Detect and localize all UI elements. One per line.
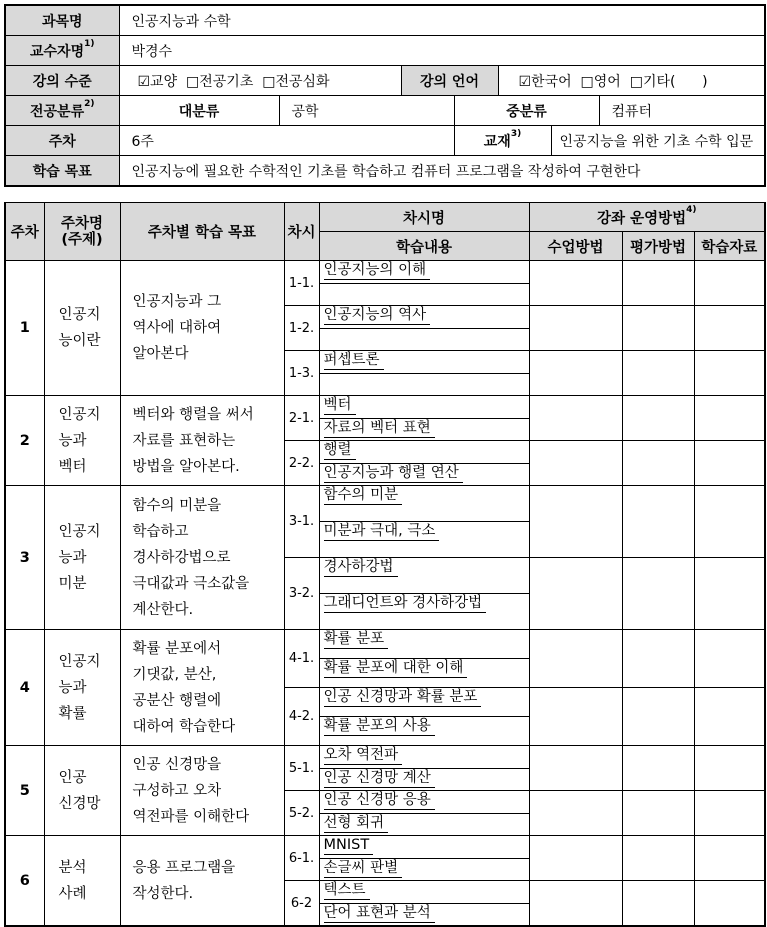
level-option-advanced[interactable]: □전공심화 — [262, 73, 330, 90]
week-number: 5 — [5, 746, 44, 836]
session-topic-text: 함수의 미분 — [324, 486, 403, 505]
evaluation-cell — [622, 881, 694, 927]
session-number: 1-2. — [284, 306, 319, 351]
session-topic — [320, 374, 529, 396]
session-topics — [319, 791, 529, 836]
week-objective — [120, 630, 284, 746]
session-topic — [320, 791, 529, 814]
material-cell — [694, 261, 765, 306]
session-topic-text: 인공지능과 행렬 연산 — [324, 464, 463, 483]
header-week-title: 주차명 (주제) — [44, 203, 120, 261]
week-objective — [120, 486, 284, 630]
header-operation: 강좌 운영방법$^{4)}$ — [529, 203, 765, 232]
objective-line: 방법을 알아본다. — [132, 458, 240, 475]
objective-line: 역사에 대하여 — [132, 320, 222, 336]
objective-line: 대하여 학습한다 — [132, 718, 236, 735]
session-topic — [320, 486, 529, 522]
session-number: 6-2 — [284, 881, 319, 927]
objective-line: 구성하고 오차 — [132, 782, 222, 799]
evaluation-cell — [622, 351, 694, 396]
week-objective — [120, 836, 284, 927]
session-topic-text: 오차 역전파 — [324, 746, 403, 765]
material-cell — [694, 441, 765, 486]
language-option-other[interactable]: □기타( ) — [629, 73, 708, 90]
material-cell — [694, 396, 765, 441]
material-cell — [694, 791, 765, 836]
learning-goal: 인공지능에 필요한 수학적인 기초를 학습하고 컴퓨터 프로그램을 작성하여 구현한다 — [119, 156, 765, 187]
weeks-count: 6주 — [119, 126, 454, 156]
week-title-line: 미분 — [58, 575, 87, 592]
week-title — [44, 746, 120, 836]
objective-line: 확률 분포에서 — [132, 640, 222, 657]
textbook-label: 교재$^{3)}$ — [454, 126, 551, 156]
objective-line: 경사하강법으로 — [132, 549, 231, 566]
objective-line: 함수의 미분을 — [132, 497, 222, 514]
table-row — [5, 746, 765, 791]
session-topic — [320, 558, 529, 594]
session-topic — [320, 814, 529, 836]
material-cell — [694, 306, 765, 351]
level-options[interactable] — [119, 66, 401, 96]
session-topic — [320, 261, 529, 284]
textbook-title: 인공지능을 위한 기초 수학 입문 — [551, 126, 765, 156]
week-title-line: 인공지 — [58, 307, 101, 323]
session-topic — [320, 441, 529, 464]
week-title-line: 벡터 — [58, 458, 87, 475]
session-topic-text: 벡터 — [324, 396, 356, 415]
method-cell — [529, 881, 622, 927]
session-topic-text: 인공지능의 역사 — [324, 306, 431, 325]
objective-line: 역전파를 이해한다 — [132, 808, 250, 825]
session-topic-text: 자료의 벡터 표현 — [324, 419, 435, 438]
session-topic — [320, 464, 529, 486]
weekly-schedule-table — [4, 202, 766, 927]
professor-label: 교수자명$^{1)}$ — [5, 36, 119, 66]
session-topic — [320, 746, 529, 769]
evaluation-cell — [622, 836, 694, 881]
session-topic-text: 손글씨 판별 — [324, 859, 403, 878]
session-topic — [320, 351, 529, 374]
objective-line: 극대값과 극소값을 — [132, 575, 250, 592]
session-topic — [320, 594, 529, 629]
session-topic — [320, 659, 529, 687]
session-topics — [319, 306, 529, 351]
material-cell — [694, 881, 765, 927]
material-cell — [694, 630, 765, 688]
header-content: 학습내용 — [319, 232, 529, 261]
language-option-korean[interactable]: ☑한국어 — [518, 73, 572, 90]
session-topic — [320, 419, 529, 441]
session-number: 4-2. — [284, 688, 319, 746]
method-cell — [529, 746, 622, 791]
session-topic-text: 확률 분포의 사용 — [324, 717, 435, 736]
week-title-line: 신경망 — [58, 795, 101, 812]
week-objective — [120, 261, 284, 396]
session-topic-text: 인공지능의 이해 — [324, 261, 431, 280]
evaluation-cell — [622, 630, 694, 688]
week-title — [44, 630, 120, 746]
session-topics — [319, 630, 529, 688]
evaluation-cell — [622, 746, 694, 791]
course-name: 인공지능과 수학 — [119, 5, 765, 36]
level-label: 강의 수준 — [5, 66, 119, 96]
objective-line: 인공지능과 그 — [132, 294, 222, 310]
objective-line: 공분산 행렬에 — [132, 692, 222, 709]
method-cell — [529, 558, 622, 630]
session-number: 1-3. — [284, 351, 319, 396]
objective-line: 응용 프로그램을 — [132, 859, 236, 876]
minor-category-label: 중분류 — [454, 96, 599, 126]
week-number: 3 — [5, 486, 44, 630]
session-topic-text: 퍼셉트론 — [324, 351, 384, 370]
session-topic-text: 확률 분포 — [324, 630, 389, 649]
session-topic — [320, 306, 529, 329]
evaluation-cell — [622, 261, 694, 306]
objective-line: 알아본다 — [132, 346, 189, 362]
objective-line: 벡터와 행렬을 써서 — [132, 406, 254, 423]
table-row — [5, 261, 765, 306]
major-category: 공학 — [279, 96, 454, 126]
material-cell — [694, 836, 765, 881]
week-objective — [120, 396, 284, 486]
material-cell — [694, 351, 765, 396]
category-label: 전공분류$^{2)}$ — [5, 96, 119, 126]
session-number: 3-1. — [284, 486, 319, 558]
table-row — [5, 630, 765, 688]
session-topic-text: 인공 신경망 계산 — [324, 769, 435, 788]
major-category-label: 대분류 — [119, 96, 279, 126]
header-session: 차시 — [284, 203, 319, 261]
header-method: 수업방법 — [529, 232, 622, 261]
session-topic — [320, 836, 529, 859]
week-number: 2 — [5, 396, 44, 486]
session-topic — [320, 859, 529, 881]
session-topics — [319, 486, 529, 558]
week-title — [44, 486, 120, 630]
session-topic — [320, 904, 529, 926]
method-cell — [529, 688, 622, 746]
week-title-line: 사례 — [58, 885, 87, 902]
course-name-label: 과목명 — [5, 5, 119, 36]
session-topic-text: 인공 신경망 응용 — [324, 791, 435, 810]
material-cell — [694, 558, 765, 630]
objective-line: 인공 신경망을 — [132, 756, 222, 773]
session-topic-text: 미분과 극대, 극소 — [324, 522, 440, 541]
evaluation-cell — [622, 306, 694, 351]
method-cell — [529, 396, 622, 441]
session-number: 2-2. — [284, 441, 319, 486]
method-cell — [529, 486, 622, 558]
table-row — [5, 836, 765, 881]
session-number: 3-2. — [284, 558, 319, 630]
header-objective: 주차별 학습 목표 — [120, 203, 284, 261]
session-number: 1-1. — [284, 261, 319, 306]
objective-line: 계산한다. — [132, 601, 194, 618]
session-topic — [320, 630, 529, 659]
material-cell — [694, 746, 765, 791]
course-info-table — [4, 4, 766, 187]
language-option-english[interactable]: □영어 — [580, 73, 621, 90]
session-number: 5-2. — [284, 791, 319, 836]
objective-line: 작성한다. — [132, 885, 194, 902]
session-topics — [319, 261, 529, 306]
evaluation-cell — [622, 558, 694, 630]
session-topics — [319, 836, 529, 881]
method-cell — [529, 791, 622, 836]
evaluation-cell — [622, 396, 694, 441]
language-label: 강의 언어 — [401, 66, 498, 96]
week-title — [44, 836, 120, 927]
session-topics — [319, 558, 529, 630]
week-number: 6 — [5, 836, 44, 927]
session-topic — [320, 688, 529, 717]
session-topic-text: 행렬 — [324, 441, 356, 460]
session-topic-text: 확률 분포에 대한 이해 — [324, 659, 468, 678]
objective-line: 학습하고 — [132, 523, 189, 540]
material-cell — [694, 688, 765, 746]
header-week: 주차 — [5, 203, 44, 261]
evaluation-cell — [622, 441, 694, 486]
session-number: 2-1. — [284, 396, 319, 441]
method-cell — [529, 441, 622, 486]
session-topics — [319, 351, 529, 396]
session-topic — [320, 522, 529, 557]
week-title-line: 확률 — [58, 705, 87, 722]
session-number: 6-1. — [284, 836, 319, 881]
method-cell — [529, 306, 622, 351]
session-topic-text: 텍스트 — [324, 881, 370, 900]
minor-category: 컴퓨터 — [599, 96, 765, 126]
session-topic — [320, 769, 529, 791]
session-topic-text: 그래디언트와 경사하강법 — [324, 594, 487, 613]
session-topic-text: 경사하강법 — [324, 558, 398, 577]
schedule-body — [5, 261, 765, 927]
method-cell — [529, 351, 622, 396]
session-topic — [320, 284, 529, 306]
method-cell — [529, 630, 622, 688]
session-topics — [319, 881, 529, 927]
session-topic-text: 선형 회귀 — [324, 814, 389, 833]
header-evaluation: 평가방법 — [622, 232, 694, 261]
session-topic — [320, 881, 529, 904]
method-cell — [529, 836, 622, 881]
session-topic-text: 단어 표현과 분석 — [324, 904, 435, 923]
table-row — [5, 486, 765, 558]
week-title — [44, 396, 120, 486]
week-title-line: 능과 — [58, 679, 87, 696]
level-option-general[interactable]: ☑교양 — [137, 73, 178, 90]
week-title-line: 인공지 — [58, 653, 101, 670]
method-cell — [529, 261, 622, 306]
table-row — [5, 396, 765, 441]
session-topic — [320, 396, 529, 419]
session-number: 5-1. — [284, 746, 319, 791]
week-title-line: 인공지 — [58, 523, 101, 540]
week-title-line: 능과 — [58, 549, 87, 566]
header-material: 학습자료 — [694, 232, 765, 261]
week-number: 4 — [5, 630, 44, 746]
week-title-line: 분석 — [58, 859, 87, 876]
goal-label: 학습 목표 — [5, 156, 119, 187]
week-title-line: 능과 — [58, 432, 87, 449]
evaluation-cell — [622, 688, 694, 746]
level-option-basic[interactable]: □전공기초 — [186, 73, 254, 90]
session-topics — [319, 688, 529, 746]
session-topic-text: 인공 신경망과 확률 분포 — [324, 688, 482, 707]
objective-line: 자료를 표현하는 — [132, 432, 236, 449]
session-number: 4-1. — [284, 630, 319, 688]
session-topics — [319, 396, 529, 441]
header-session-name: 차시명 — [319, 203, 529, 232]
objective-line: 기댓값, 분산, — [132, 666, 217, 683]
week-title — [44, 261, 120, 396]
evaluation-cell — [622, 791, 694, 836]
session-topic — [320, 717, 529, 745]
professor-name: 박경수 — [119, 36, 765, 66]
session-topics — [319, 746, 529, 791]
evaluation-cell — [622, 486, 694, 558]
session-topics — [319, 441, 529, 486]
material-cell — [694, 486, 765, 558]
session-topic — [320, 329, 529, 351]
week-title-line: 능이란 — [58, 333, 101, 349]
week-title-line: 인공 — [58, 769, 87, 786]
week-objective — [120, 746, 284, 836]
session-topic-text: MNIST — [324, 836, 374, 855]
week-title-line: 인공지 — [58, 406, 101, 423]
language-options[interactable] — [498, 66, 765, 96]
weeks-label: 주차 — [5, 126, 119, 156]
week-number: 1 — [5, 261, 44, 396]
